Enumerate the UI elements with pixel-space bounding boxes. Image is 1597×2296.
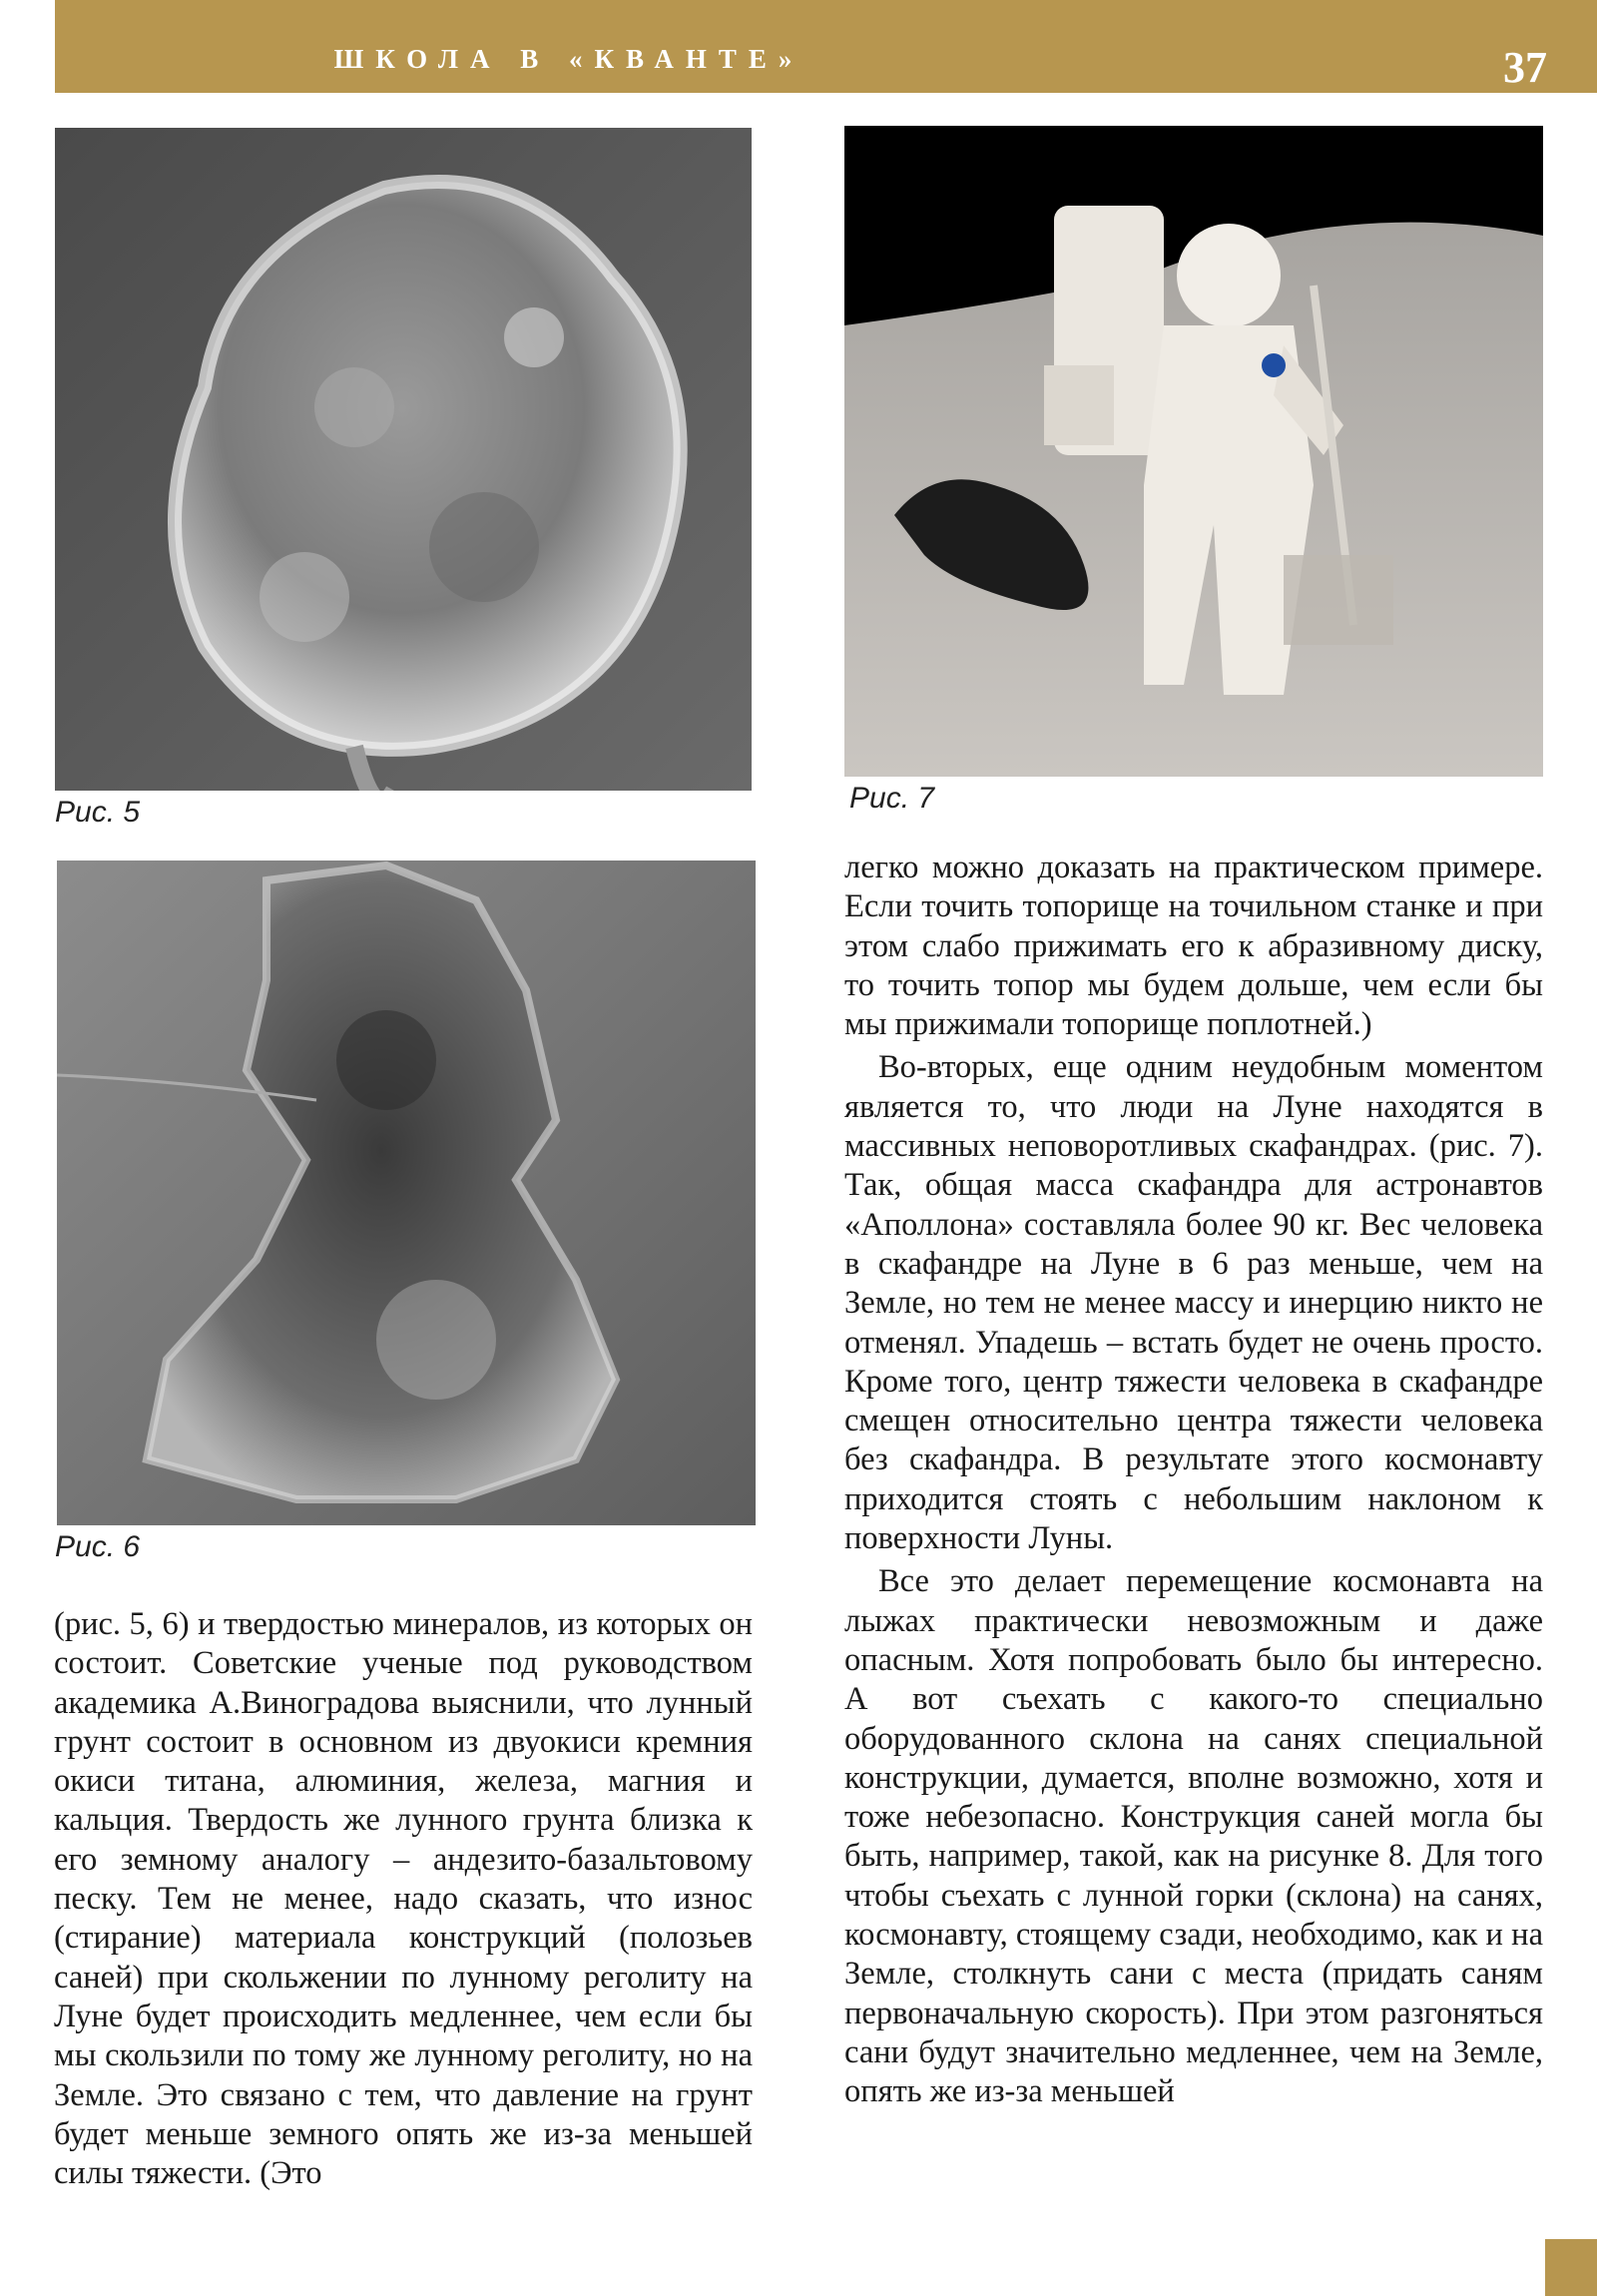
figure-6-image [57,861,756,1525]
right-text-column [844,849,1543,2112]
page-corner-tab [1545,2239,1597,2296]
page-header [55,0,1597,93]
left-text-column [54,1605,753,2193]
figure-7-image [844,126,1543,777]
regolith-particle-micrograph-icon [55,128,752,791]
figure-7-caption: Рис. 7 [849,782,935,815]
figure-6-caption: Рис. 6 [55,1530,141,1563]
astronaut-on-moon-photo-icon [844,126,1543,777]
right-paragraph-2: Во-вторых, еще одним неудобным моментом является то, что люди на Луне находятся в массивных неповоротливых скафандрах. (рис. 7). Так, общая масса скафандра для астронавтов «Аполлона» составляла более 90 кг. Вес человека в скафандре на Луне в 6 раз меньше, чем на Земле, но тем не менее массу и инерцию никто не отменял. Упадешь – встать будет не очень просто. Кроме того, центр тяжести человека в скафандре смещен относительно центра тяжести человека без скафандра. В результате этого космонавту приходится стоять с небольшим наклоном к поверхности Луны. [844,1049,1543,1557]
right-paragraph-1: легко можно доказать на практическом примере. Если точить топорище на точильном станке и при этом слабо прижимать его к абразивному диску, то точить топор мы будем дольше, чем если бы мы прижимали топорище поплотней.) [844,850,1543,1043]
left-paragraph-1: (рис. 5, 6) и твердостью минералов, из которых он состоит. Советские ученые под руководством академика А.Виноградова выяснили, что лунный грунт состоит в основном из двуокиси кремния окиси титана, алюминия, железа, магния и кальция. Твердость же лунного грунта близка к его земному аналогу – андезито-базальтовому песку. Тем не менее, надо сказать, что износ (стирание) материала конструкций (полозьев саней) при скольжении по лунному реголиту на Луне будет происходить медленнее, чем если бы мы скользили по тому же лунному реголиту, но на Земле. Это связано с тем, что давление на грунт будет меньше земного опять же из-за меньшей силы тяжести. (Это [54,1606,753,2192]
figure-5-image [55,128,752,791]
page-number: 37 [1503,43,1547,92]
section-title: ШКОЛА В «КВАНТЕ» [333,44,804,74]
right-paragraph-3: Все это делает перемещение космонавта на лыжах практически невозможным и даже опасным. Хотя попробовать было бы интересно. А вот съехать с какого-то специально оборудованного склона на санях специальной конструкции, думается, вполне возможно, хотя и тоже небезопасно. Конструкция саней могла бы быть, например, такой, как на рисунке 8. Для того чтобы съехать с лунной горки (склона) на санях, космонавту, стоящему сзади, необходимо, как и на Земле, столкнуть сани с места (придать саням первоначальную скорость). При этом разгоняться сани будут значительно медленнее, чем на Земле, опять же из-за меньшей [844,1563,1543,2110]
regolith-fragment-micrograph-icon [57,861,756,1525]
figure-5-caption: Рис. 5 [55,796,141,829]
